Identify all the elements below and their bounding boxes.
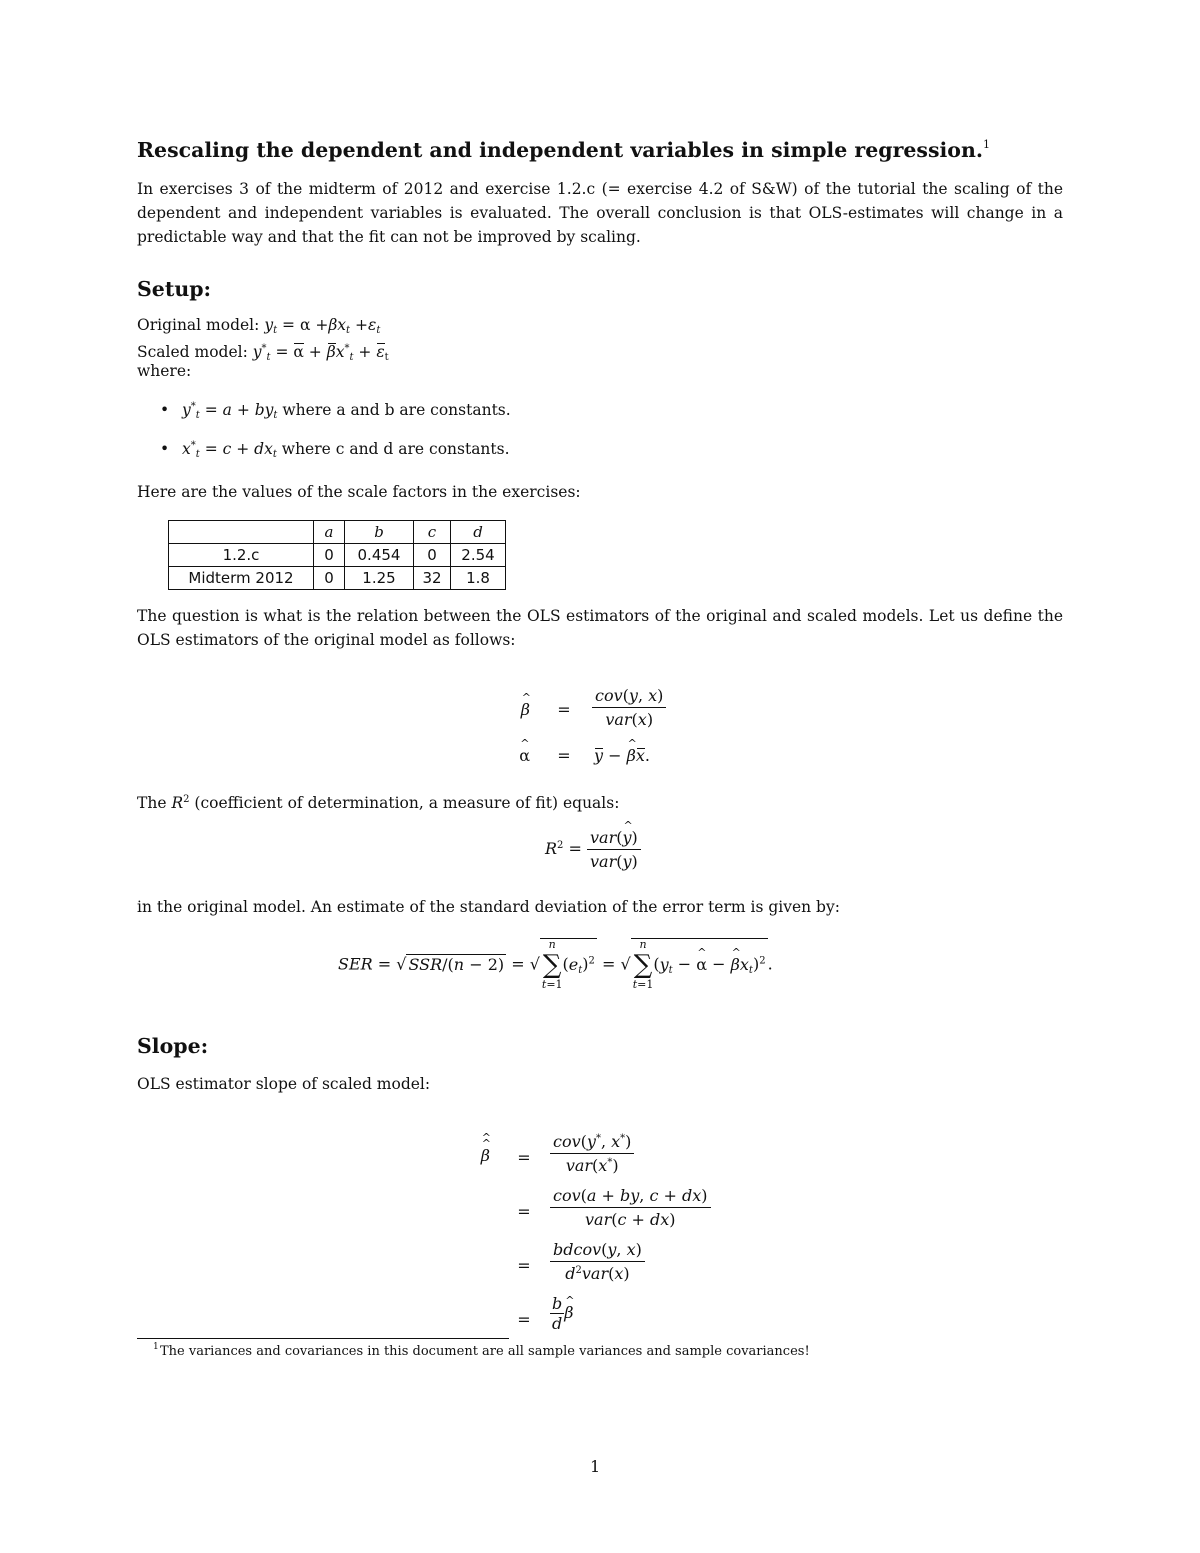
footnote: 1 The variances and covariances in this document are all sample variances and sample covariances! <box>153 1342 810 1359</box>
bullet-x-scale: • $x^*_t = c + dx_t$ where c and d are constants. <box>160 440 510 460</box>
ser-equation: SER = √ SSR/(n − 2) = √n ∑ $t=1(e_t)^2 = √n$ ∑ $t=1(y_t$ − ^ α − ^ $\beta x_t)^2$ . <box>338 938 773 991</box>
slope-intro: OLS estimator slope of scaled model: <box>137 1075 431 1093</box>
table-header-row: a b c d <box>169 521 506 544</box>
bullet-y-scale: • $y^*_t = a + by_t$ where a and b are constants. <box>160 401 511 421</box>
slope-derivation: ^ β ^ = $\frac{cov(y^*, x^*)}{var(x^*)}$ = $\frac{\text{cov(a + by, c + dx)}}{\text{var(c + dx)}}$ = $\frac{\text{bdcov(y, x)}}{d^2var(x)}$ = $\frac{b}{d}$ ^ β <box>430 1132 750 1342</box>
intro-paragraph: In exercises 3 of the midterm of 2012 and exercise 1.2.c (= exercise 4.2 of S&W) of the tutorial the scaling of the dependent and independent variables is evaluated. The overall conclusion is that OLS-estimates will change in a predictable way and that the fit can not be improved by scaling. <box>137 180 1063 246</box>
table-row: 1.2.c 0 0.454 0 2.54 <box>169 544 506 567</box>
table-row: Midterm 2012 0 1.25 32 1.8 <box>169 567 506 590</box>
setup-heading: Setup: <box>137 277 212 301</box>
page-number: 1 <box>590 1457 601 1476</box>
scale-factor-table <box>168 520 506 590</box>
footnote-rule <box>137 1338 509 1339</box>
ols-estimator-equations: ^ β = $\frac{\text{cov(y, x)}}{\text{var(x)}}$ ^ α = y − ^ βx. <box>470 686 710 776</box>
question-paragraph: The question is what is the relation between the OLS estimators of the original and scaled models. Let us define the OLS estimators of the original model as follows: <box>137 607 1063 649</box>
r2-intro: The $R^2$ (coefficient of determination, a measure of fit) equals: <box>137 794 620 812</box>
original-model-line: Original model: $y_t = \alpha +\beta x_t +\varepsilon_t$ <box>137 316 381 336</box>
ser-intro: in the original model. An estimate of the standard deviation of the error term is given by: <box>137 898 840 916</box>
values-intro: Here are the values of the scale factors in the exercises: <box>137 483 581 501</box>
slope-heading: Slope: <box>137 1034 209 1058</box>
r-squared-equation: $R^2$ = $\frac{\text{var(\textasciicircum{} y)}}{\text{var(y)}}$ <box>545 828 641 871</box>
scaled-model-line: Scaled model: $y^*_t = \alpha + \beta x^*_t + \varepsilon_t$ <box>137 343 389 363</box>
where-label: where: <box>137 362 192 380</box>
page-title: Rescaling the dependent and independent variables in simple regression.$^1$ <box>137 138 990 162</box>
